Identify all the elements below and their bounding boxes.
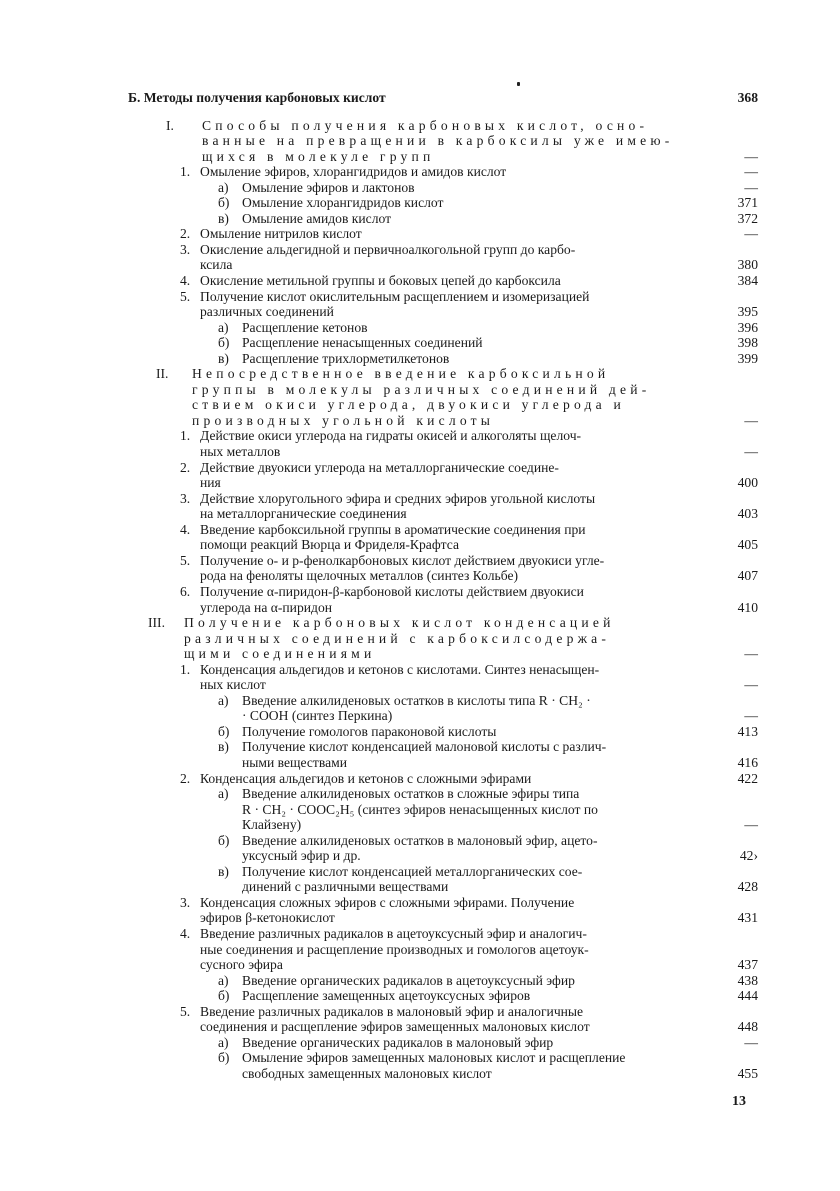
toc-item-page: — — [744, 444, 758, 460]
toc-subitem-label: а) — [218, 319, 229, 335]
toc-subitem-line: Получение кислот конденсацией малоновой кислоты с различ- — [242, 739, 607, 755]
toc-subitem — [128, 335, 758, 351]
toc-subitem-text — [242, 739, 708, 770]
toc-item — [128, 895, 758, 926]
toc-subitem-line: · COOH (синтез Перкина) — [242, 708, 393, 724]
toc-subitem-line: Расщепление трихлорметилкетонов — [242, 350, 450, 366]
group-heading-line: группы в молекулы различных соединений дей- — [192, 381, 651, 397]
toc-item-page: 403 — [737, 506, 758, 522]
toc-item-text — [200, 273, 708, 289]
toc-item-label: 3. — [180, 894, 191, 910]
section-heading — [128, 90, 758, 106]
toc-subitem-label: а) — [218, 179, 229, 195]
toc-subitem-line: Введение алкилиденовых остатков в сложные эфиры типа — [242, 786, 580, 802]
group-heading-line: ствием окиси углерода, двуокиси углерода и — [192, 397, 625, 413]
toc-item — [128, 553, 758, 584]
group-heading-text — [184, 615, 708, 662]
toc-subitem-line: Введение алкилиденовых остатков в малоновый эфир, ацето- — [242, 832, 598, 848]
toc-subitem-line: Омыление эфиров замещенных малоновых кислот и расщепление — [242, 1050, 626, 1066]
toc-item-text — [200, 895, 708, 926]
toc-subitem-text — [242, 335, 708, 351]
toc-item-page: — — [744, 226, 758, 242]
toc-item — [128, 926, 758, 973]
toc-subitem-label: в) — [218, 210, 229, 226]
toc-item-page: — — [744, 677, 758, 693]
toc-item-line: Конденсация альдегидов и кетонов с кислотами. Синтез ненасыщен- — [200, 661, 600, 677]
toc-item-text — [200, 226, 708, 242]
toc-subitem-label: б) — [218, 723, 230, 739]
toc-item — [128, 164, 758, 180]
toc-item-label: 4. — [180, 273, 191, 289]
toc-item-page: — — [744, 164, 758, 180]
toc-subitem-line: динений с различными веществами — [242, 879, 449, 895]
group-heading-line: щими соединениями — [184, 646, 376, 662]
toc-item-label: 2. — [180, 770, 191, 786]
toc-subitem-line: Введение органических радикалов в малоновый эфир — [242, 1034, 554, 1050]
toc-item — [128, 428, 758, 459]
toc-subitem-label: б) — [218, 335, 230, 351]
toc-item-page: 405 — [737, 537, 758, 553]
toc-item — [128, 460, 758, 491]
toc-item-page: 395 — [737, 304, 758, 320]
toc-subitem-line: Расщепление ненасыщенных соединений — [242, 335, 483, 351]
toc-subitem-label: а) — [218, 692, 229, 708]
toc-subitem-line: Получение кислот конденсацией металлорганических сое- — [242, 863, 583, 879]
toc-subitem-page: 399 — [737, 350, 758, 366]
toc-subitem — [128, 1035, 758, 1051]
toc-subitem-line: Омыление хлорангидридов кислот — [242, 195, 444, 211]
toc-subitem-label: б) — [218, 988, 230, 1004]
toc-item-line: ных металлов — [200, 444, 281, 460]
toc-subitem — [128, 195, 758, 211]
toc-item-page: 400 — [737, 475, 758, 491]
toc-item-text — [200, 428, 708, 459]
group-heading — [128, 615, 758, 662]
stray-dot-mark — [517, 82, 520, 86]
toc-item-text — [200, 164, 708, 180]
group-roman: II. — [156, 366, 169, 382]
toc-subitem — [128, 211, 758, 227]
toc-item-text — [200, 584, 708, 615]
toc-subitem-label: в) — [218, 863, 229, 879]
toc-item-line: эфиров β-кетонокислот — [200, 910, 335, 926]
group-roman: I. — [166, 117, 174, 133]
toc-subitem — [128, 988, 758, 1004]
section-page: 368 — [737, 90, 758, 105]
toc-subitem — [128, 180, 758, 196]
toc-subitem-text — [242, 1050, 708, 1081]
toc-item-page: 384 — [737, 273, 758, 289]
toc-item-line: Конденсация сложных эфиров с сложными эфирами. Получение — [200, 894, 575, 910]
group-heading-line: Непосредственное введение карбоксильной — [192, 366, 610, 382]
toc-subitem-text — [242, 351, 708, 367]
toc-subitem-label: а) — [218, 786, 229, 802]
toc-item-line: Окисление альдегидной и первичноалкогольной групп до карбо- — [200, 241, 576, 257]
toc-item — [128, 662, 758, 693]
toc-item-line: Введение карбоксильной группы в ароматические соединения при — [200, 521, 586, 537]
toc-subitem-label: б) — [218, 832, 230, 848]
toc-item-label: 3. — [180, 241, 191, 257]
toc-item-text — [200, 491, 708, 522]
toc-subitem-page: 398 — [737, 335, 758, 351]
toc-item-line: Введение различных радикалов в ацетоуксусный эфир и аналогич- — [200, 925, 587, 941]
toc-subitem-page: 438 — [737, 972, 758, 988]
toc-item-line: углерода на α-пиридон — [200, 599, 333, 615]
toc-subitem-text — [242, 988, 708, 1004]
toc-item-line: Действие двуокиси углерода на металлорганические соедине- — [200, 459, 559, 475]
toc-item-label: 2. — [180, 226, 191, 242]
toc-subitem-line: Получение гомологов параконовой кислоты — [242, 723, 497, 739]
toc-subitem-label: а) — [218, 1034, 229, 1050]
toc-subitem-text — [242, 211, 708, 227]
toc-item-page: 437 — [737, 957, 758, 973]
toc-subitem — [128, 1050, 758, 1081]
toc-item-label: 1. — [180, 661, 191, 677]
toc-subitem-label: в) — [218, 350, 229, 366]
toc-subitem-page: 444 — [737, 988, 758, 1004]
toc-item-text — [200, 242, 708, 273]
toc-subitem-line: R · CH₂ · COOC₂H₅ (синтез эфиров ненасыщенных кислот по — [242, 801, 598, 817]
group-heading-page: — — [744, 412, 758, 428]
toc-item-line: помощи реакций Вюрца и Фриделя-Крафтса — [200, 537, 459, 553]
toc-subitem-page: 416 — [737, 754, 758, 770]
toc-item-page: 410 — [737, 599, 758, 615]
section-title: Б. Методы получения карбоновых кислот — [128, 90, 386, 105]
toc-item-page: 422 — [737, 770, 758, 786]
toc-item-label: 4. — [180, 521, 191, 537]
toc-subitem-text — [242, 786, 708, 833]
toc-item — [128, 491, 758, 522]
toc-item-page: 431 — [737, 910, 758, 926]
toc-subitem — [128, 786, 758, 833]
toc-subitem-page: 455 — [737, 1065, 758, 1081]
toc-subitem-line: Введение органических радикалов в ацетоуксусный эфир — [242, 972, 575, 988]
toc-item-label: 6. — [180, 583, 191, 599]
toc-item-line: рода на феноляты щелочных металлов (синтез Кольбе) — [200, 568, 519, 584]
toc-item — [128, 273, 758, 289]
group-roman: III. — [148, 615, 165, 631]
toc-subitem-label: б) — [218, 195, 230, 211]
group-heading — [128, 118, 758, 165]
group-heading-line: Способы получения карбоновых кислот, осно- — [202, 117, 649, 133]
toc-item-line: Получение α-пиридон-β-карбоновой кислоты действием двуокиси — [200, 583, 584, 599]
toc-item-line: ные соединения и расщепление производных и гомологов ацетоук- — [200, 941, 589, 957]
toc-item-text — [200, 289, 708, 320]
toc-item-line: сусного эфира — [200, 957, 283, 973]
toc-subitem-page: — — [744, 817, 758, 833]
toc-subitem — [128, 320, 758, 336]
toc-subitem-text — [242, 320, 708, 336]
toc-subitem-text — [242, 195, 708, 211]
toc-subitem-text — [242, 864, 708, 895]
toc-item-line: на металлорганические соединения — [200, 506, 407, 522]
toc-subitem-page: — — [744, 1034, 758, 1050]
toc-subitem-page: 42› — [739, 848, 758, 864]
toc-item-label: 2. — [180, 459, 191, 475]
toc-subitem-text — [242, 180, 708, 196]
toc-subitem — [128, 351, 758, 367]
toc-item-page: 407 — [737, 568, 758, 584]
toc-item-line: Получение кислот окислительным расщеплением и изомеризацией — [200, 288, 590, 304]
toc-subitem-label: в) — [218, 739, 229, 755]
toc-item-line: Действие хлоругольного эфира и средних эфиров угольной кислоты — [200, 490, 596, 506]
toc-item-page: 448 — [737, 1019, 758, 1035]
toc-item-label: 1. — [180, 428, 191, 444]
toc-item-label: 5. — [180, 1003, 191, 1019]
toc-subitem-line: свободных замещенных малоновых кислот — [242, 1065, 492, 1081]
toc-subitem — [128, 864, 758, 895]
toc-subitem-label: б) — [218, 1050, 230, 1066]
toc-subitem-line: ными веществами — [242, 754, 348, 770]
toc-subitem-text — [242, 693, 708, 724]
toc-item-line: ния — [200, 475, 221, 491]
group-heading-line: производных угольной кислоты — [192, 412, 495, 428]
toc-subitem-text — [242, 1035, 708, 1051]
toc-item-line: Действие окиси углерода на гидраты окисей и алкоголяты щелоч- — [200, 428, 582, 444]
toc-subitem — [128, 693, 758, 724]
toc-subitem-line: Клайзену) — [242, 817, 302, 833]
toc-item-text — [200, 926, 708, 973]
toc-subitem-page: 372 — [737, 210, 758, 226]
group-heading-page: — — [744, 646, 758, 662]
toc-item-line: соединения и расщепление эфиров замещенных малоновых кислот — [200, 1019, 590, 1035]
toc-subitem-page: 428 — [737, 879, 758, 895]
toc-subitem-page: 413 — [737, 723, 758, 739]
toc-subitem-line: уксусный эфир и др. — [242, 848, 361, 864]
toc-item-line: Конденсация альдегидов и кетонов с сложными эфирами — [200, 770, 532, 786]
group-heading — [128, 366, 758, 428]
toc-subitem-label: а) — [218, 972, 229, 988]
toc-subitem-line: Омыление эфиров и лактонов — [242, 179, 415, 195]
toc-item — [128, 771, 758, 787]
toc-item-line: ных кислот — [200, 677, 266, 693]
toc-item — [128, 289, 758, 320]
toc-item — [128, 1004, 758, 1035]
toc-item-text — [200, 1004, 708, 1035]
toc-item-text — [200, 771, 708, 787]
toc-subitem-page: 396 — [737, 319, 758, 335]
table-of-contents — [128, 90, 758, 1081]
toc-item-label: 5. — [180, 288, 191, 304]
toc-item — [128, 226, 758, 242]
toc-subitem-line: Введение алкилиденовых остатков в кислоты типа R · CH₂ · — [242, 692, 591, 708]
toc-item-label: 3. — [180, 490, 191, 506]
toc-item — [128, 522, 758, 553]
toc-item — [128, 242, 758, 273]
toc-item-line: Омыление нитрилов кислот — [200, 226, 362, 242]
toc-item-line: Омыление эфиров, хлорангидридов и амидов кислот — [200, 164, 507, 180]
toc-subitem-page: — — [744, 708, 758, 724]
group-heading-line: щихся в молекуле групп — [202, 148, 435, 164]
page-number: 13 — [732, 1094, 746, 1109]
group-heading-text — [202, 118, 708, 165]
toc-item-label: 4. — [180, 925, 191, 941]
toc-subitem — [128, 833, 758, 864]
toc-item-label: 5. — [180, 552, 191, 568]
group-heading-line: Получение карбоновых кислот конденсацией — [184, 615, 615, 631]
toc-subitem-line: Расщепление замещенных ацетоуксусных эфиров — [242, 988, 531, 1004]
toc-subitem-page: — — [744, 179, 758, 195]
group-heading-line: различных соединений с карбоксилсодержа- — [184, 630, 611, 646]
group-heading-line: ванные на превращении в карбоксилы уже имею- — [202, 133, 674, 149]
group-heading-text — [192, 366, 708, 428]
toc-subitem — [128, 739, 758, 770]
toc-item-text — [200, 460, 708, 491]
toc-subitem-line: Омыление амидов кислот — [242, 210, 392, 226]
toc-subitem-page: 371 — [737, 195, 758, 211]
group-heading-page: — — [744, 148, 758, 164]
toc-subitem-line: Расщепление кетонов — [242, 319, 368, 335]
toc-item-page: 380 — [737, 257, 758, 273]
toc-item-line: Окисление метильной группы и боковых цепей до карбоксила — [200, 273, 561, 289]
toc-subitem — [128, 973, 758, 989]
toc-subitem-text — [242, 973, 708, 989]
toc-item-text — [200, 522, 708, 553]
toc-item-line: Получение о- и р-фенолкарбоновых кислот действием двуокиси угле- — [200, 552, 605, 568]
toc-item-text — [200, 662, 708, 693]
toc-subitem-text — [242, 724, 708, 740]
toc-subitem — [128, 724, 758, 740]
toc-item-line: различных соединений — [200, 304, 334, 320]
toc-item-line: Введение различных радикалов в малоновый эфир и аналогичные — [200, 1003, 584, 1019]
toc-item — [128, 584, 758, 615]
toc-item-label: 1. — [180, 164, 191, 180]
toc-subitem-text — [242, 833, 708, 864]
toc-item-line: ксила — [200, 257, 233, 273]
toc-item-text — [200, 553, 708, 584]
